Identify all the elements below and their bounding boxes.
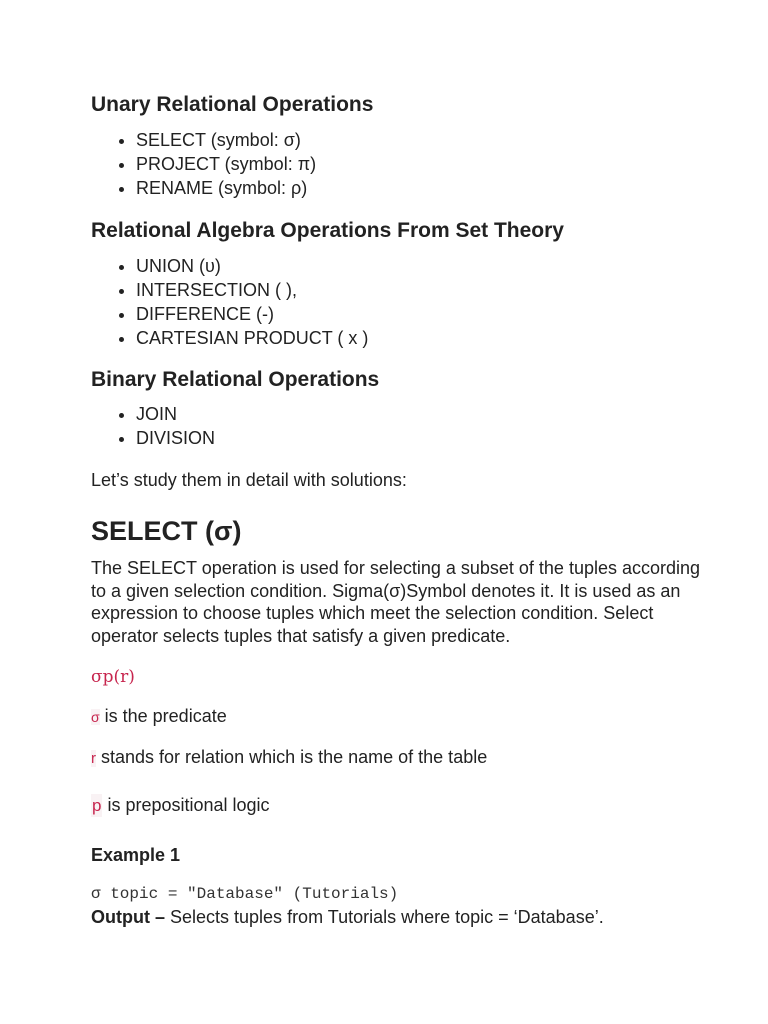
list-item: • PROJECT (symbol: π): [136, 152, 316, 176]
definition-r: [91, 747, 487, 768]
output-text: Selects tuples from Tutorials where topic = ‘Database’.: [165, 907, 604, 927]
settheory-list: [91, 254, 368, 350]
output-line: [91, 907, 604, 928]
definition-sigma: [91, 706, 227, 727]
list-item: • DIVISION: [136, 426, 215, 450]
example-heading: Example 1: [91, 845, 181, 865]
unary-heading: Unary Relational Operations: [91, 93, 374, 116]
list-item: • INTERSECTION ( ),: [136, 278, 368, 302]
output-label: Output –: [91, 907, 165, 927]
binary-heading: Binary Relational Operations: [91, 368, 380, 391]
definition-p: [91, 795, 270, 816]
example-code: σ topic = "Database" (Tutorials): [91, 885, 399, 903]
p-symbol: p: [92, 796, 102, 815]
definition-text: stands for relation which is the name of the table: [96, 747, 488, 767]
list-item: • DIFFERENCE (-): [136, 302, 368, 326]
select-heading: SELECT (σ): [91, 516, 242, 546]
settheory-heading: Relational Algebra Operations From Set Theory: [91, 219, 564, 242]
intro-paragraph: Let’s study them in detail with solutions:: [91, 470, 407, 490]
list-item: • JOIN: [136, 402, 215, 426]
definition-text: is the predicate: [99, 706, 227, 726]
r-symbol: r: [91, 750, 96, 767]
list-item: • UNION (υ): [136, 254, 368, 278]
sigma-symbol: σ: [91, 709, 100, 725]
definition-text: is prepositional logic: [102, 795, 270, 815]
list-item: • CARTESIAN PRODUCT ( x ): [136, 326, 368, 350]
select-formula: σp(r): [91, 667, 135, 687]
binary-list: [91, 402, 215, 450]
list-item: • RENAME (symbol: ρ): [136, 176, 316, 200]
select-description: The SELECT operation is used for selecting a subset of the tuples according to a given selection condition. Sigma(σ)Symbol denotes it. It is used as an expression to choose tuples which meet the selection condition. Select operator selects tuples that satisfy a given predicate.: [91, 558, 701, 646]
unary-list: [91, 128, 316, 200]
list-item: • SELECT (symbol: σ): [136, 128, 316, 152]
